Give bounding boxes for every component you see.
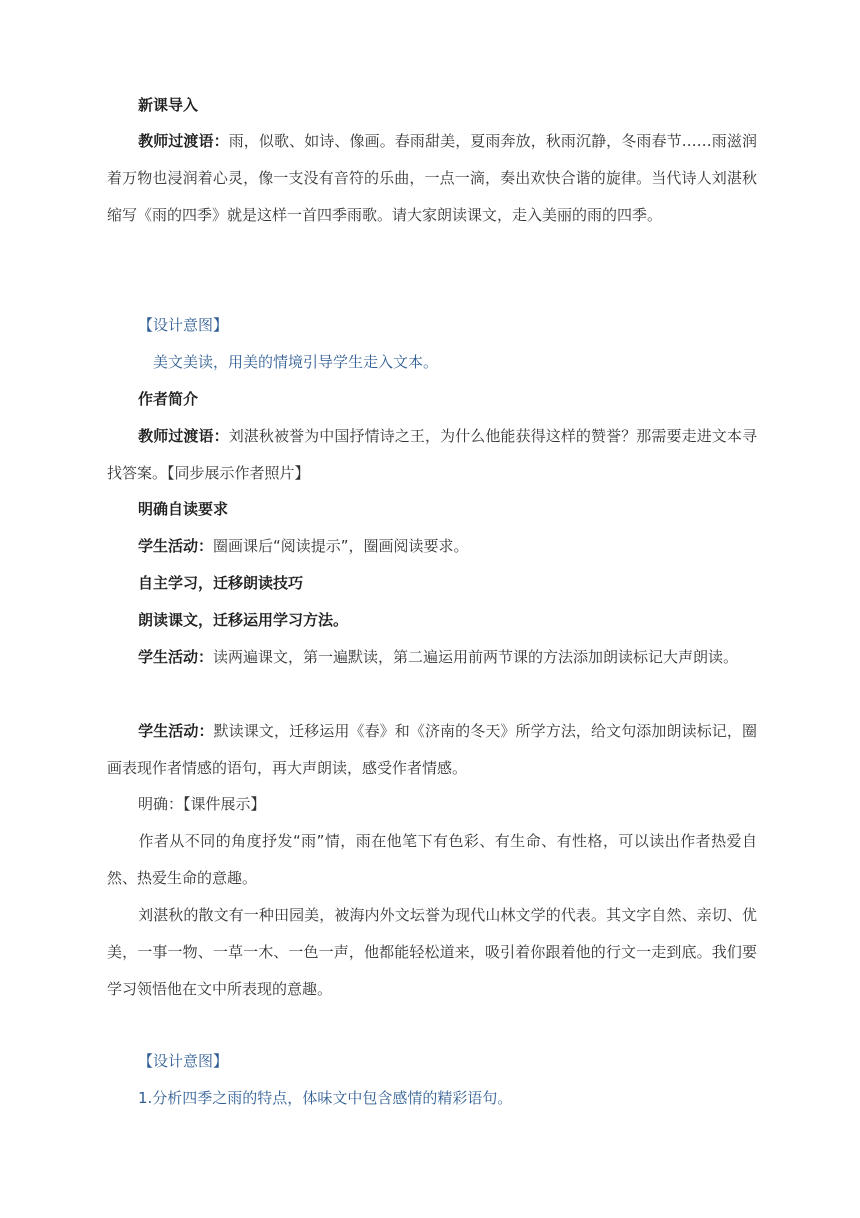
design1-text: 美文美读，用美的情境引导学生走入文本。 [153, 353, 439, 371]
activity3-paragraph [107, 713, 757, 787]
read-heading: 朗读课文，迁移运用学习方法。 [138, 611, 349, 629]
clarify-p1-text: 作者从不同的角度抒发“雨”情，雨在他笔下有色彩、有生命、有性格，可以读出作者热爱自然、热爱生命的意趣。 [107, 832, 757, 887]
intro-paragraph [107, 123, 757, 234]
design2-heading: 【设计意图】 [138, 1052, 229, 1070]
activity1-label: 学生活动： [138, 537, 214, 555]
intro-text: 雨，似歌、如诗、像画。春雨甜美，夏雨奔放，秋雨沉静，冬雨春节……雨滋润着万物也浸润着心灵，像一支没有音符的乐曲，一点一滴，奏出欢快合谐的旋律。当代诗人刘湛秋缩写《雨的四季》就是这样一首四季雨歌。请大家朗读课文，走入美丽的雨的四季。 [107, 132, 757, 224]
author-label: 教师过渡语： [138, 427, 229, 445]
author-heading: 作者简介 [138, 390, 199, 408]
clarify-line: 明确：【课件展示】 [138, 795, 266, 813]
design2-text: 1.分析四季之雨的特点，体味文中包含感情的精彩语句。 [138, 1089, 513, 1107]
clarify-p2-text: 刘湛秋的散文有一种田园美，被海内外文坛誉为现代山林文学的代表。其文字自然、亲切、优美，一事一物、一草一木、一色一声，他都能轻松道来，吸引着你跟着他的行文一走到底。我们要学习领悟他在文中所表现的意趣。 [107, 906, 757, 998]
clarify-paragraph-1 [107, 823, 757, 897]
activity3-text: 默读课文，迁移运用《春》和《济南的冬天》所学方法，给文句添加朗读标记，圈画表现作者情感的语句，再大声朗读，感受作者情感。 [107, 722, 757, 777]
activity2-text: 读两遍课文，第一遍默读，第二遍运用前两节课的方法添加朗读标记大声朗读。 [213, 648, 739, 666]
activity2-paragraph [107, 639, 757, 676]
self-study-heading: 自主学习，迁移朗读技巧 [138, 574, 304, 592]
intro-label: 教师过渡语： [138, 132, 229, 150]
activity1 [138, 535, 788, 557]
activity3-label: 学生活动： [138, 722, 214, 740]
req-heading: 明确自读要求 [138, 500, 229, 518]
author-paragraph [107, 418, 757, 492]
clarify-paragraph-2 [107, 897, 757, 1008]
author-text: 刘湛秋被誉为中国抒情诗之王，为什么他能获得这样的赞誉？那需要走进文本寻找答案。【同步展示作者照片】 [107, 427, 757, 482]
activity2-label: 学生活动： [138, 648, 214, 666]
design1-heading: 【设计意图】 [138, 316, 229, 334]
activity1-text: 圈画课后“阅读提示”，圈画阅读要求。 [213, 537, 469, 555]
intro-heading: 新课导入 [138, 96, 199, 114]
